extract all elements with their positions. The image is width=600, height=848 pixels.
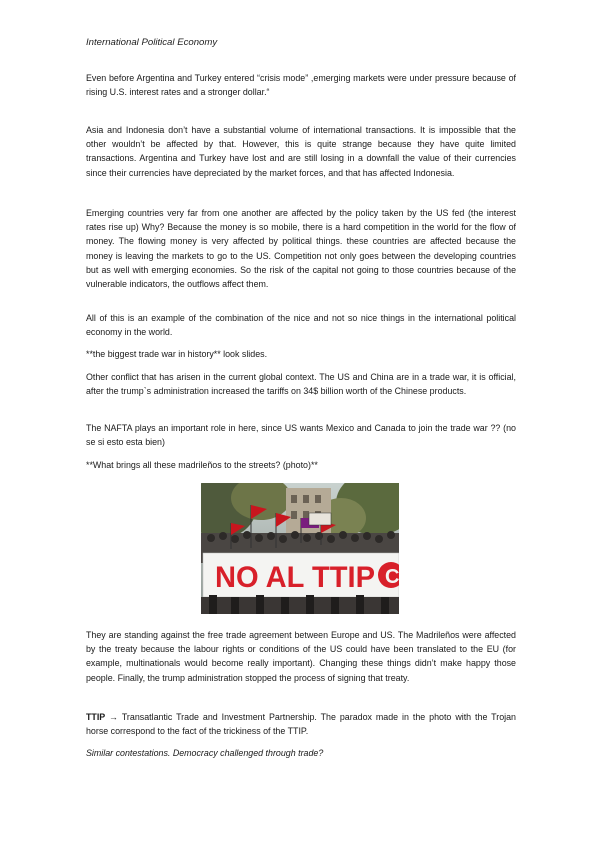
banner-extra-letter: C xyxy=(385,566,399,588)
paragraph-10 xyxy=(86,710,516,738)
protest-photo-illustration xyxy=(201,483,399,614)
paragraph-1: Even before Argentina and Turkey entered “crisis mode” ,emerging markets were under pressure because of rising U.S. interest rates and a stronger dollar.“ xyxy=(86,73,516,98)
banner-text: NO AL TTIP xyxy=(215,561,375,594)
paragraph-11: Similar contestations. Democracy challenged through trade? xyxy=(86,748,324,758)
ttip-term: TTIP xyxy=(86,712,106,722)
paragraph-2: Asia and Indonesia don’t have a substantial volume of international transactions. It is impossible that the other wouldn’t be affected by that. However, this is quite strange because they have quite limited transactions. Argentina and Turkey have lost and are still losing in a downfall the value of their currencies since their currencies have depreciated by the market forces, and that has affected Indonesia. xyxy=(86,125,516,178)
paragraph-8: **What brings all these madrileños to the streets? (photo)** xyxy=(86,460,318,470)
paragraph-7: The NAFTA plays an important role in here, since US wants Mexico and Canada to join the trade war ?? (no se si esto esta bien) xyxy=(86,423,516,448)
page-header: International Political Economy xyxy=(86,37,218,48)
protest-photo xyxy=(201,483,399,614)
paragraph-3: Emerging countries very far from one another are affected by the policy taken by the US fed (the interest rates rise up) Why? Because the money is so mobile, there is a hard competition in the world for the flow of money. The flowing money is very affected by political things. these countries are affected because the money is leaving the markets to go to the US. Competition not only goes between the developing countries but as well with emerging economies. So the risk of the capital not going to those countries because of the vulnerable indicators, the outflows affect them. xyxy=(86,208,516,290)
paragraph-6: Other conflict that has arisen in the current global context. The US and China are in a trade war, it is official, after the trump`s administration increased the tariffs on 34$ billion worth of the Chinese products. xyxy=(86,372,516,397)
paragraph-5: **the biggest trade war in history** look slides. xyxy=(86,349,268,359)
paragraph-4: All of this is an example of the combination of the nice and not so nice things in the international political economy in the world. xyxy=(86,313,516,338)
paragraph-9: They are standing against the free trade agreement between Europe and US. The Madrileños were affected by the treaty because the labour rights or conditions of the US could have been translated to the EU (for example, multinationals would become really important). Changing these things didn’t make happy those people. Finally, the trump administration stopped the process of signing that treaty. xyxy=(86,630,516,683)
ttip-definition: → Transatlantic Trade and Investment Partnership. The paradox made in the photo with the Trojan horse correspond to the fact of the trickiness of the TTIP. xyxy=(86,712,516,737)
